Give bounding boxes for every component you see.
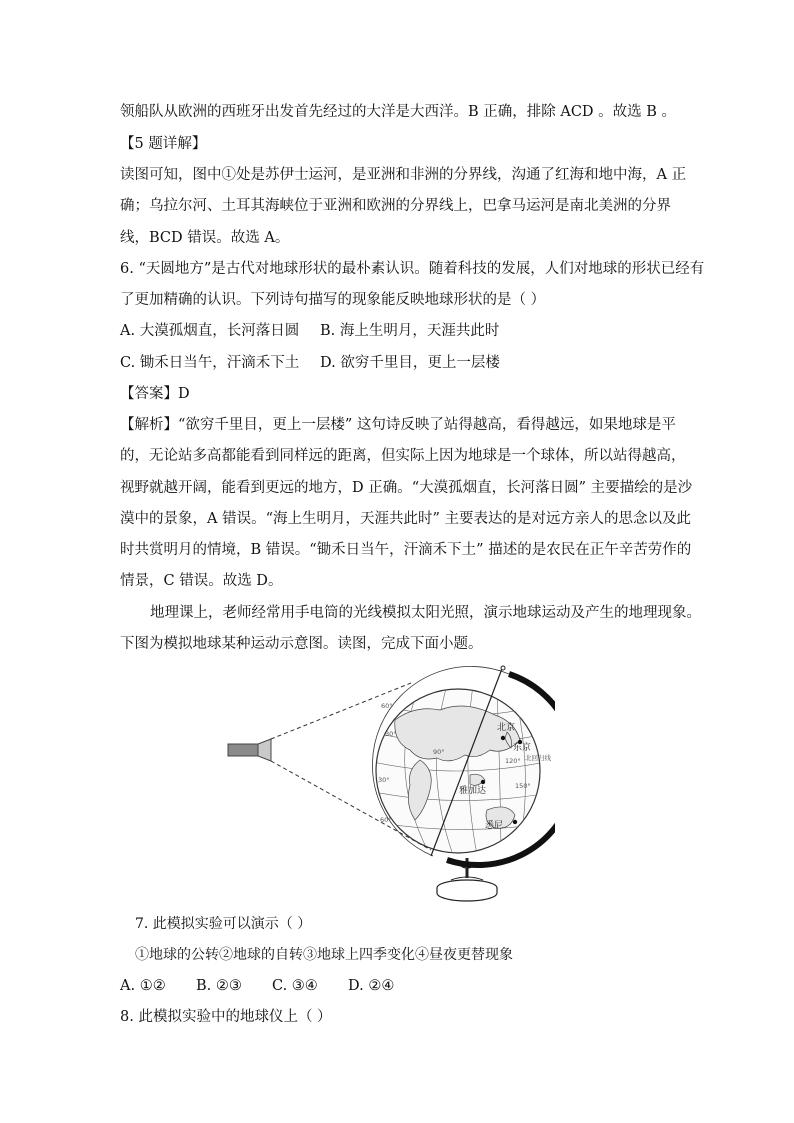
jakarta-label: 雅加达 bbox=[459, 786, 487, 796]
figure-svg bbox=[215, 660, 555, 905]
intro-paragraph: 地理课上，老师经常用手电筒的光线模拟太阳光照，演示地球运动及产生的地理现象。 bbox=[150, 605, 701, 621]
question-7-options bbox=[120, 976, 394, 996]
option-b: B. 海上生明月，天涯共此时 bbox=[320, 323, 500, 339]
question-8-stem: 8. 此模拟实验中的地球仪上（ ） bbox=[120, 1009, 332, 1025]
lon-label: 90° bbox=[433, 748, 445, 756]
answer: 【答案】D bbox=[120, 386, 190, 402]
option-a: A. ①② bbox=[120, 978, 166, 994]
question-6-options-cd bbox=[120, 353, 500, 373]
text-line: 确；乌拉尔河、土耳其海峡位于亚洲和欧洲的分界线上，巴拿马运河是南北美洲的分界 bbox=[120, 198, 671, 214]
question-6-stem-cont: 了更加精确的认识。下列诗句描写的现象能反映地球形状的是（ ） bbox=[120, 292, 546, 308]
globe-flashlight-figure bbox=[215, 660, 555, 905]
question-7-statements: ①地球的公转②地球的自转③地球上四季变化④昼夜更替现象 bbox=[135, 947, 513, 963]
option-d: D. 欲穷千里目，更上一层楼 bbox=[320, 355, 500, 371]
analysis-line: 视野就越开阔，能看到更远的地方，D 正确。“大漠孤烟直，长河落日圆” 主要描绘的是沙 bbox=[120, 480, 693, 496]
lon-label: 120° bbox=[505, 757, 521, 765]
text-line: 线，BCD 错误。故选 A。 bbox=[120, 230, 290, 246]
text-line: 读图可知，图中①处是苏伊士运河，是亚洲和非洲的分界线，沟通了红海和地中海，A 正 bbox=[120, 167, 687, 183]
lon-label: 150° bbox=[515, 782, 531, 790]
analysis-line: 情景，C 错误。故选 D。 bbox=[120, 573, 283, 589]
option-c: C. 锄禾日当午，汗滴禾下土 bbox=[120, 355, 300, 371]
lat-label: 60° bbox=[381, 702, 393, 710]
analysis-line: 时共赏明月的情境，B 错误。“锄禾日当午，汗滴禾下土” 描述的是农民在正午辛苦劳作的 bbox=[120, 542, 692, 558]
sydney-label: 悉尼 bbox=[485, 821, 504, 831]
question-6-stem: 6. “天圆地方”是古代对地球形状的最朴素认识。随着科技的发展，人们对地球的形状已经有 bbox=[120, 261, 705, 277]
option-c: C. ③④ bbox=[272, 978, 318, 994]
intro-paragraph-cont: 下图为模拟地球某种运动示意图。读图，完成下面小题。 bbox=[120, 636, 483, 652]
lat-label: 30° bbox=[378, 776, 390, 784]
analysis-line: 漠中的景象，A 错误。“海上生明月，天涯共此时” 主要表达的是对远方亲人的思念以及此 bbox=[120, 511, 692, 527]
tropic-label: 北回归线 bbox=[525, 754, 551, 762]
option-d: D. ②④ bbox=[348, 978, 395, 994]
option-b: B. ②③ bbox=[196, 978, 242, 994]
text-line: 领船队从欧洲的西班牙出发首先经过的大洋是大西洋。B 正确，排除 ACD 。故选 B 。 bbox=[120, 104, 677, 120]
analysis-line: 【解析】“欲穷千里目，更上一层楼” 这句诗反映了站得越高，看得越远，如果地球是平 bbox=[120, 417, 676, 433]
flashlight-icon bbox=[228, 739, 271, 761]
analysis-line: 的，无论站多高都能看到同样远的距离，但实际上因为地球是一个球体，所以站得越高， bbox=[120, 448, 686, 464]
lat-label: 60° bbox=[380, 816, 392, 824]
sydney-marker bbox=[513, 820, 517, 824]
jakarta-marker bbox=[481, 780, 485, 784]
tokyo-label: 东京 bbox=[513, 743, 532, 753]
axis-top-cap bbox=[501, 666, 505, 670]
question-6-options-ab bbox=[120, 321, 499, 341]
lat-label: 30° bbox=[385, 730, 397, 738]
question-7-stem: 7. 此模拟实验可以演示（ ） bbox=[135, 916, 312, 932]
beijing-marker bbox=[501, 736, 505, 740]
section-heading: 【5 题详解】 bbox=[120, 136, 207, 152]
beijing-label: 北京 bbox=[497, 723, 516, 733]
option-a: A. 大漠孤烟直，长河落日圆 bbox=[120, 323, 300, 339]
